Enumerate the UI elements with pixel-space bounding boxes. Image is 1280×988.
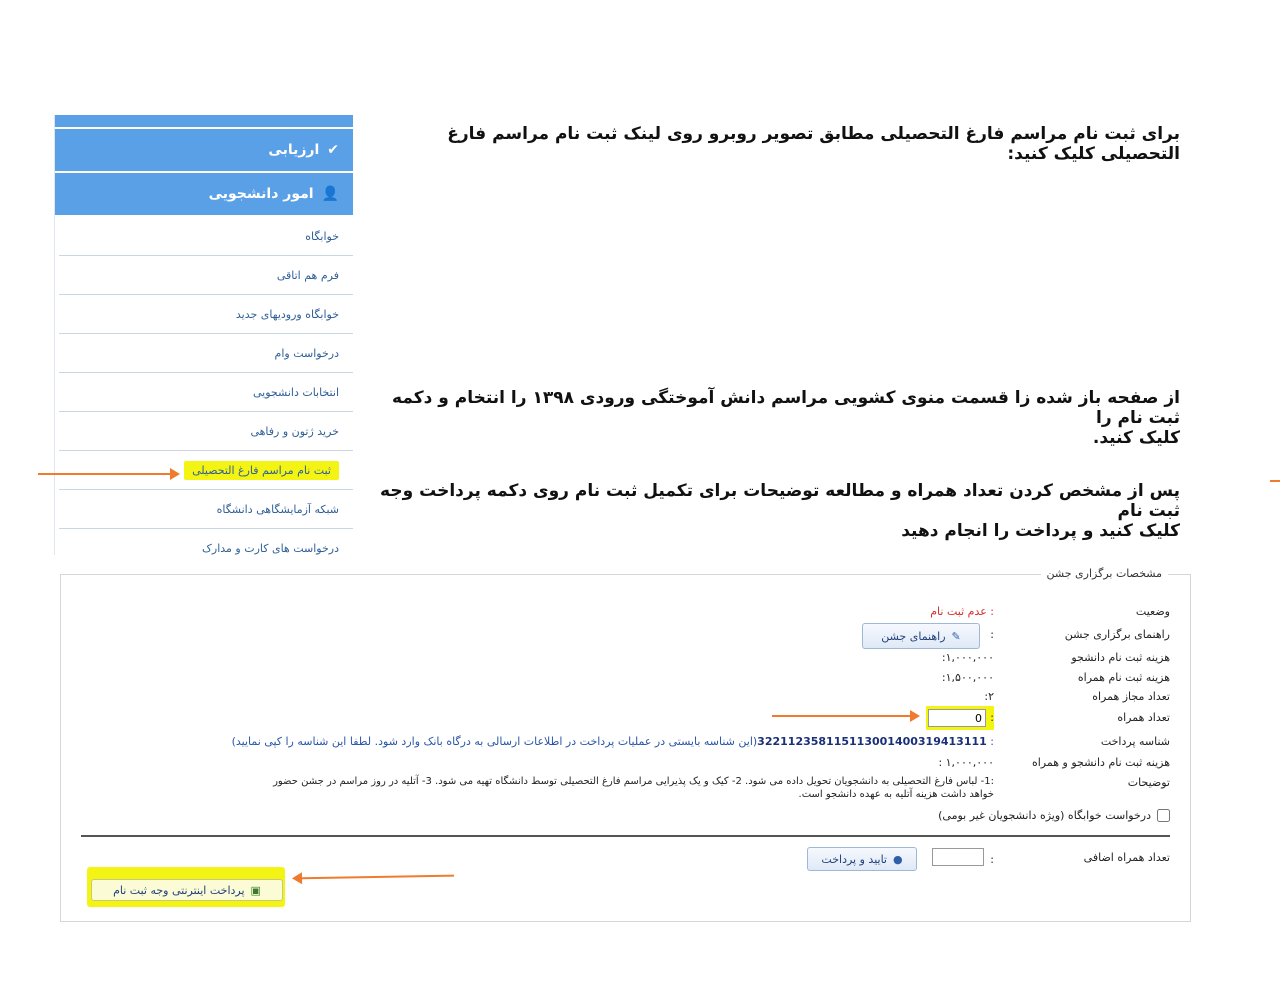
sidebar-menu <box>54 115 353 555</box>
sidebar-item-dormitory[interactable] <box>59 217 353 256</box>
confirm-button-label: تایید و پرداخت <box>821 852 887 866</box>
extra-companions-input[interactable] <box>932 848 984 866</box>
sidebar-item-label: خرید ژتون و رفاهی <box>250 424 339 438</box>
sidebar-head-label: امور دانشجویی <box>208 186 314 202</box>
ceremony-guide-button[interactable] <box>862 623 980 649</box>
sidebar-head-student-affairs[interactable] <box>55 173 353 217</box>
sidebar-item-card-requests[interactable] <box>59 529 353 555</box>
confirm-and-pay-button[interactable] <box>807 847 917 871</box>
colon: : <box>990 711 994 724</box>
dorm-request-label: درخواست خوابگاه (ویژه دانشجویان غیر بومی) <box>938 809 1151 822</box>
total-fee-value: ۱,۰۰۰,۰۰۰ : <box>938 756 994 769</box>
sidebar-item-meal-tokens[interactable] <box>59 412 353 451</box>
check-circle-icon: ● <box>892 852 903 866</box>
sidebar-item-label: درخواست های کارت و مدارک <box>202 541 339 555</box>
companions-input[interactable] <box>928 709 986 727</box>
description-label: توضیحات <box>1127 776 1170 789</box>
divider <box>81 835 1170 837</box>
sidebar-item-label: ثبت نام مراسم فارغ التحصیلی <box>184 461 339 480</box>
sidebar-item-elections[interactable] <box>59 373 353 412</box>
guide-label: راهنمای برگزاری جشن <box>1064 628 1170 641</box>
sidebar-item-label: درخواست وام <box>274 346 339 360</box>
sidebar-item-label: خوابگاه ورودیهای جدید <box>235 307 339 321</box>
sidebar-item-lab-network[interactable] <box>59 490 353 529</box>
online-payment-button[interactable] <box>91 879 283 901</box>
extra-companions-label: تعداد همراه اضافی <box>1083 851 1170 864</box>
payment-id-value: 322112358115113001400319413111 <box>757 735 987 748</box>
instruction-line-1: برای ثبت نام مراسم فارغ التحصیلی مطابق تصویر روبرو روی لینک ثبت نام مراسم فارغ التحصیلی کلیک کنید: <box>447 124 1180 164</box>
instruction-line-2a: از صفحه باز شده زا قسمت منوی کشویی مراسم دانش آموختگی ورودی ۱۳۹۸ را انتخام و دکمه ثبت نام را <box>392 388 1180 428</box>
colon: : <box>990 628 994 641</box>
sidebar-top-strip <box>55 115 353 129</box>
status-value: : عدم ثبت نام <box>930 605 994 618</box>
student-icon: 👤 <box>321 186 339 202</box>
instruction-line-2b: کلیک کنید. <box>1092 428 1180 448</box>
companion-fee-value: ۱,۵۰۰,۰۰۰: <box>941 671 994 684</box>
allowed-companions-label: تعداد مجاز همراه <box>1092 690 1170 703</box>
check-icon: ✔ <box>327 142 339 158</box>
companion-fee-label: هزینه ثبت نام همراه <box>1077 671 1170 684</box>
description-line-1: :1- لباس فارغ التحصیلی به دانشجویان تحویل داده می شود. 2- کیک و یک پذیرایی مراسم فارغ التحصیلی توسط دانشگاه تهیه می شود. 3- آتلیه در روز مراسم در جشن حضور <box>273 776 994 787</box>
sidebar-item-label: شبکه آزمایشگاهی دانشگاه <box>216 502 339 516</box>
student-fee-label: هزینه ثبت نام دانشجو <box>1071 651 1170 664</box>
description-line-2: خواهد داشت هزینه آتلیه به عهده دانشجو است. <box>798 789 994 800</box>
payment-id-line <box>232 735 994 748</box>
sidebar-head-evaluation[interactable] <box>55 129 353 173</box>
companions-label: تعداد همراه <box>1117 711 1170 724</box>
sidebar-item-label: انتخابات دانشجویی <box>253 385 339 399</box>
ceremony-panel <box>60 567 1191 922</box>
pay-button-label: پرداخت اینترنتی وجه ثبت نام <box>113 883 245 897</box>
sidebar-item-graduation-registration[interactable] <box>59 451 353 490</box>
sidebar-item-roommate-form[interactable] <box>59 256 353 295</box>
arrow-fragment <box>1270 480 1280 482</box>
instruction-line-3a: پس از مشخص کردن تعداد همراه و مطالعه توضیحات برای تکمیل ثبت نام روی دکمه پرداخت وجه ثبت نام <box>380 481 1180 521</box>
student-fee-value: ۱,۰۰۰,۰۰۰: <box>941 651 994 664</box>
arrow-to-graduation-link <box>38 473 178 475</box>
colon: : <box>990 853 994 866</box>
status-label: وضعیت <box>1135 605 1170 618</box>
arrow-to-companions <box>772 715 918 717</box>
sidebar-item-label: فرم هم اتاقی <box>276 268 339 282</box>
payment-id-label: شناسه پرداخت <box>1100 735 1170 748</box>
total-fee-label: هزینه ثبت نام دانشجو و همراه <box>1031 756 1170 769</box>
card-icon: ▣ <box>250 883 261 897</box>
pencil-icon: ✎ <box>951 629 961 643</box>
colon: : <box>986 735 994 748</box>
instruction-line-3b: کلیک کنید و پرداخت را انجام دهید <box>901 521 1180 541</box>
sidebar-item-label: خوابگاه <box>305 229 339 243</box>
sidebar-item-new-dormitory[interactable] <box>59 295 353 334</box>
dorm-request-checkbox[interactable] <box>1157 809 1170 822</box>
sidebar-item-loan-request[interactable] <box>59 334 353 373</box>
sidebar-head-label: ارزیابی <box>268 142 320 158</box>
payment-id-note: (این شناسه بایستی در عملیات پرداخت در اطلاعات ارسالی به درگاه بانک وارد شود. لطفا این شناسه را کپی نمایید) <box>231 735 758 748</box>
guide-button-label: راهنمای جشن <box>881 629 946 643</box>
allowed-companions-value: ۲: <box>984 690 994 703</box>
dorm-request-row <box>938 809 1170 822</box>
panel-legend: مشخصات برگزاری جشن <box>1041 567 1168 580</box>
